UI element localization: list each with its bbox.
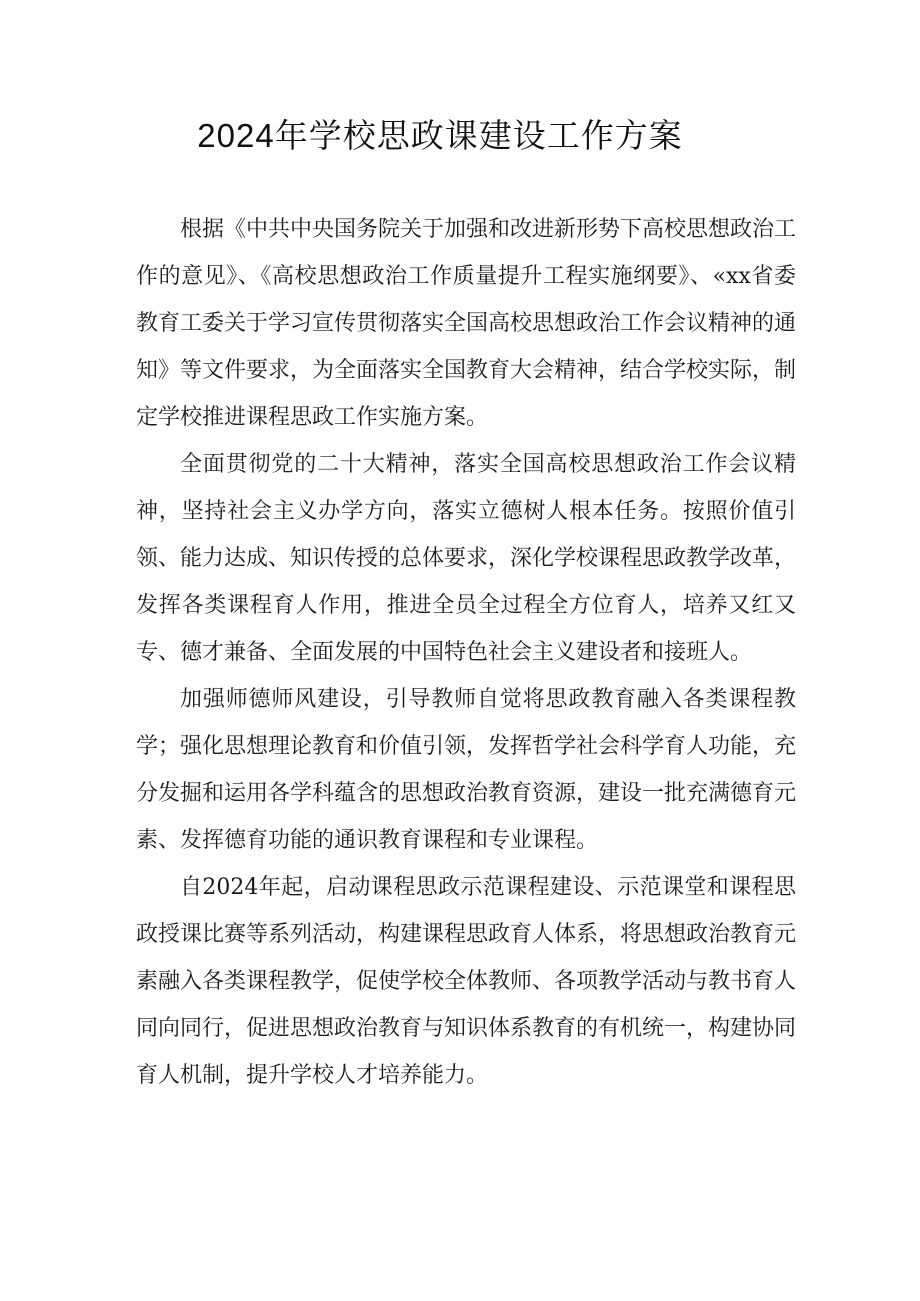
document-body <box>136 206 796 1099</box>
paragraph-teacher-ethics: 加强师德师风建设，引导教师自觉将思政教育融入各类课程教学；强化思想理论教育和价值引领，发挥哲学社会科学育人功能，充分发掘和运用各学科蕴含的思想政治教育资源，建设一批充满德育元素、发挥德育功能的通识教育课程和专业课程。 <box>136 687 797 853</box>
paragraph-guiding-principle: 全面贯彻党的二十大精神，落实全国高校思想政治工作会议精神，坚持社会主义办学方向，落实立德树人根本任务。按照价值引领、能力达成、知识传授的总体要求，深化学校课程思政教学改革，发挥各类课程育人作用，推进全员全过程全方位育人，培养又红又专、德才兼备、全面发展的中国特色社会主义建设者和接班人。 <box>136 452 797 665</box>
document-title: 2024年学校思政课建设工作方案 <box>197 117 683 154</box>
paragraph-basis: 根据《中共中央国务院关于加强和改进新形势下高校思想政治工作的意见》、《高校思想政治工作质量提升工程实施纲要》、«xx省委教育工委关于学习宣传贯彻落实全国高校思想政治工作会议精神的通知》等文件要求，为全面落实全国教育大会精神，结合学校实际，制定学校推进课程思政工作实施方案。 <box>136 217 797 430</box>
paragraph-activities-2024: 自2024年起，启动课程思政示范课程建设、示范课堂和课程思政授课比赛等系列活动，构建课程思政育人体系，将思想政治教育元素融入各类课程教学，促使学校全体教师、各项教学活动与教书育人同向同行，促进思想政治教育与知识体系教育的有机统一，构建协同育人机制，提升学校人才培养能力。 <box>136 875 797 1088</box>
